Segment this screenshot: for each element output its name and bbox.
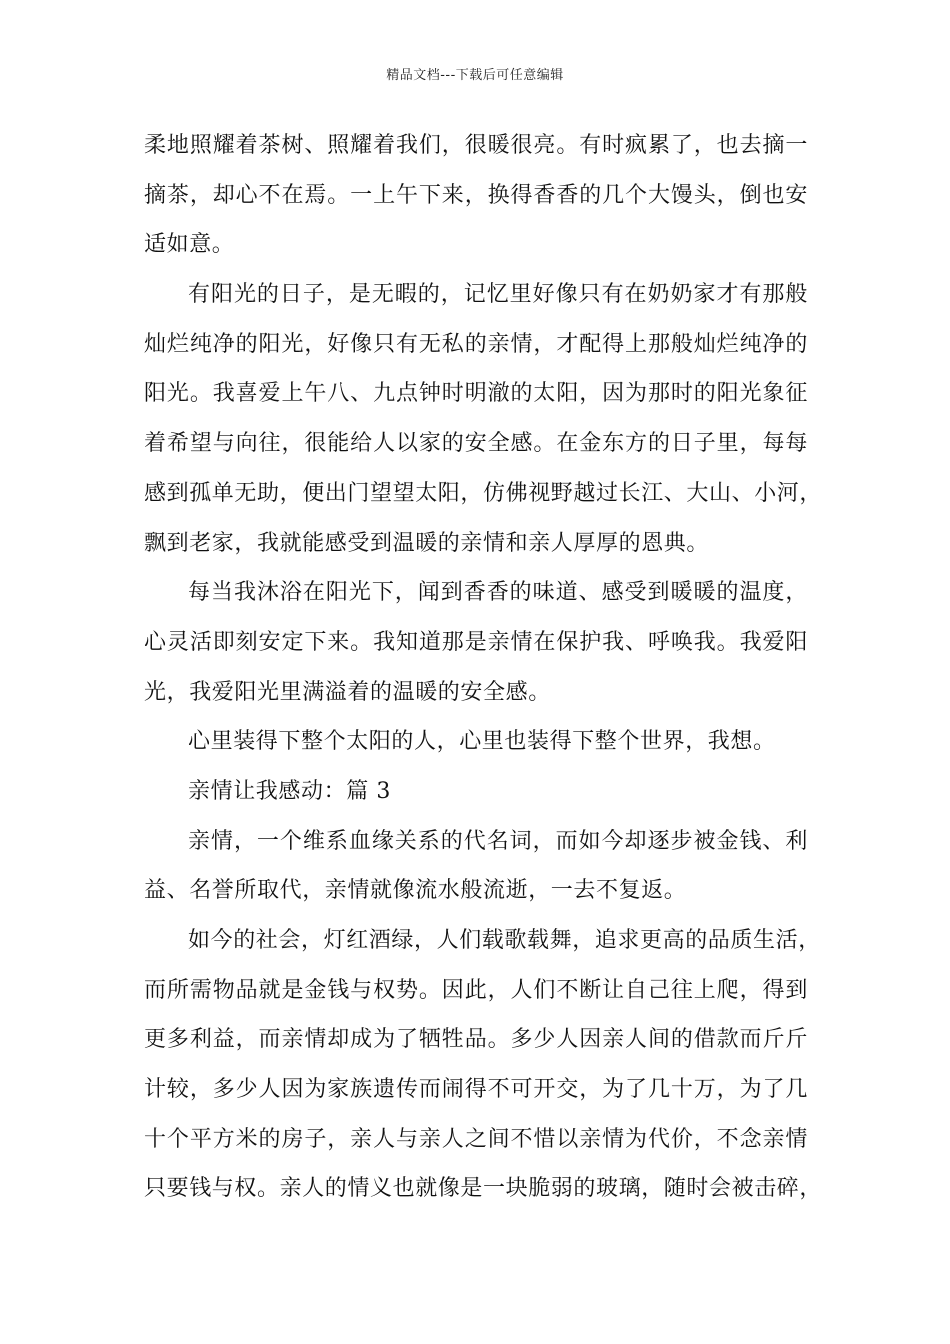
text-line: 更多利益，而亲情却成为了牺牲品。多少人因亲人间的借款而斤斤: [144, 1027, 808, 1053]
text-line: 光，我爱阳光里满溢着的温暖的安全感。: [144, 679, 551, 705]
text-line: 感到孤单无助，便出门望望太阳，仿佛视野越过长江、大山、小河，: [144, 480, 823, 506]
text-line: 心里装得下整个太阳的人，心里也装得下整个世界，我想。: [188, 729, 776, 755]
text-line: 每当我沐浴在阳光下，闻到香香的味道、感受到暖暖的温度，: [188, 580, 808, 606]
text-line: 飘到老家，我就能感受到温暖的亲情和亲人厚厚的恩典。: [144, 530, 710, 556]
text-line: 有阳光的日子，是无暇的，记忆里好像只有在奶奶家才有那般: [188, 282, 808, 308]
text-line: 只要钱与权。亲人的情义也就像是一块脆弱的玻璃，随时会被击碎，: [144, 1176, 823, 1202]
text-line: 计较，多少人因为家族遗传而闹得不可开交，为了几十万，为了几: [144, 1077, 808, 1103]
text-line: 亲情让我感动：篇 3: [188, 778, 391, 804]
text-line: 着希望与向往，很能给人以家的安全感。在金东方的日子里，每每: [144, 431, 808, 457]
page-header: 精品文档---下载后可任意编辑: [386, 68, 564, 83]
text-line: 十个平方米的房子，亲人与亲人之间不惜以亲情为代价，不念亲情: [144, 1126, 808, 1152]
text-line: 如今的社会，灯红酒绿，人们载歌载舞，追求更高的品质生活，: [188, 928, 821, 953]
text-line: 适如意。: [144, 232, 235, 258]
document-body: [144, 121, 823, 1214]
text-line: 而所需物品就是金钱与权势。因此，人们不断让自己往上爬，得到: [144, 977, 808, 1003]
text-line: 益、名誉所取代，亲情就像流水般流逝，一去不复返。: [144, 878, 687, 904]
text-line: 摘茶，却心不在焉。一上午下来，换得香香的几个大馒头，倒也安: [144, 182, 808, 208]
text-line: 阳光。我喜爱上午八、九点钟时明澈的太阳，因为那时的阳光象征: [144, 381, 808, 407]
text-line: 亲情，一个维系血缘关系的代名词，而如今却逐步被金钱、利: [188, 828, 808, 854]
text-line: 心灵活即刻安定下来。我知道那是亲情在保护我、呼唤我。我爱阳: [144, 629, 808, 655]
text-line: 柔地照耀着茶树、照耀着我们，很暖很亮。有时疯累了，也去摘一: [144, 133, 808, 158]
text-line: 灿烂纯净的阳光，好像只有无私的亲情，才配得上那般灿烂纯净的: [144, 331, 808, 357]
